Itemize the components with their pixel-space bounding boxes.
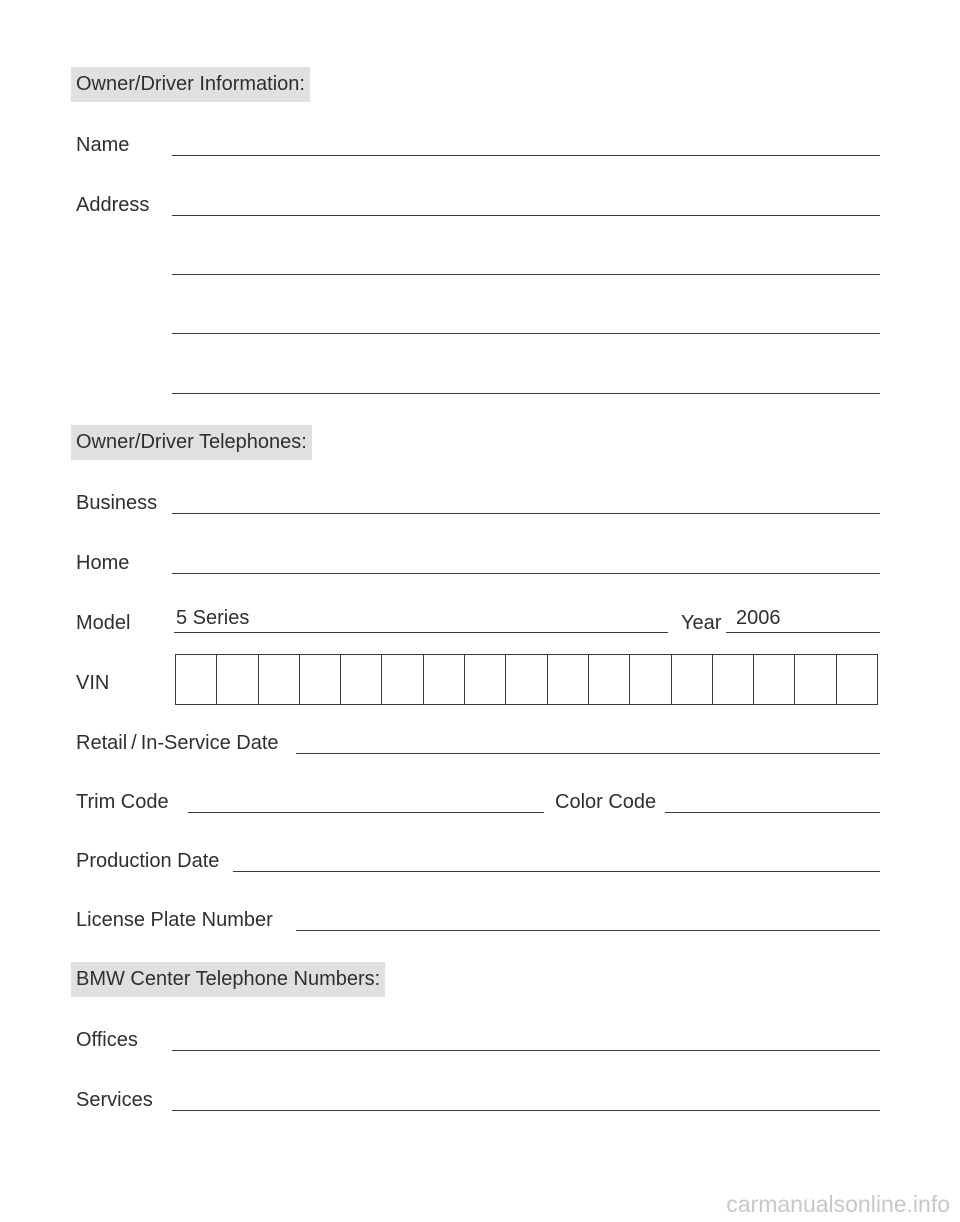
trim-code-input[interactable] <box>190 787 532 810</box>
services-input[interactable] <box>174 1085 854 1108</box>
model-label: Model <box>76 612 131 634</box>
license-plate-input[interactable] <box>298 905 859 928</box>
vin-character-box[interactable] <box>795 655 836 704</box>
production-date-input[interactable] <box>235 846 856 869</box>
retail-date-field[interactable] <box>296 729 880 754</box>
address-input-4[interactable] <box>174 368 854 391</box>
section-header-telephones: Owner/Driver Telephones: <box>71 425 312 460</box>
vin-character-box[interactable] <box>424 655 465 704</box>
services-label: Services <box>76 1089 153 1111</box>
vin-character-box[interactable] <box>754 655 795 704</box>
home-field[interactable] <box>172 549 880 574</box>
retail-date-label: Retail / In-Service Date <box>76 732 279 754</box>
vin-character-box[interactable] <box>630 655 671 704</box>
vin-character-box[interactable] <box>259 655 300 704</box>
services-field[interactable] <box>172 1086 880 1111</box>
color-code-input[interactable] <box>667 787 873 810</box>
license-plate-label: License Plate Number <box>76 909 273 931</box>
trim-code-label: Trim Code <box>76 791 169 813</box>
section-header-center-numbers: BMW Center Telephone Numbers: <box>71 962 385 997</box>
name-field[interactable] <box>172 131 880 156</box>
retail-date-input[interactable] <box>298 728 859 751</box>
address-field-2[interactable] <box>172 250 880 275</box>
license-plate-field[interactable] <box>296 906 880 931</box>
vin-character-box[interactable] <box>672 655 713 704</box>
business-field[interactable] <box>172 489 880 514</box>
trim-code-field[interactable] <box>188 788 544 813</box>
year-label: Year <box>681 612 722 634</box>
vin-boxes[interactable] <box>175 654 878 705</box>
business-input[interactable] <box>174 488 854 511</box>
vin-character-box[interactable] <box>548 655 589 704</box>
address-input-3[interactable] <box>174 308 854 331</box>
name-label: Name <box>76 134 130 156</box>
year-field[interactable] <box>726 608 880 633</box>
year-input[interactable] <box>736 607 884 630</box>
home-label: Home <box>76 552 130 574</box>
production-date-field[interactable] <box>233 847 880 872</box>
color-code-field[interactable] <box>665 788 880 813</box>
model-field[interactable] <box>174 608 668 633</box>
business-label: Business <box>76 492 158 514</box>
vin-character-box[interactable] <box>176 655 217 704</box>
vin-character-box[interactable] <box>589 655 630 704</box>
vin-character-box[interactable] <box>341 655 382 704</box>
address-input-2[interactable] <box>174 249 854 272</box>
address-field-1[interactable] <box>172 191 880 216</box>
section-header-owner-info: Owner/Driver Information: <box>71 67 310 102</box>
address-field-4[interactable] <box>172 369 880 394</box>
address-input-1[interactable] <box>174 190 854 213</box>
vin-character-box[interactable] <box>506 655 547 704</box>
home-input[interactable] <box>174 548 854 571</box>
offices-input[interactable] <box>174 1025 854 1048</box>
vin-label: VIN <box>76 672 110 694</box>
color-code-label: Color Code <box>555 791 657 813</box>
model-input[interactable] <box>176 607 650 630</box>
vin-character-box[interactable] <box>382 655 423 704</box>
vin-character-box[interactable] <box>217 655 258 704</box>
vin-character-box[interactable] <box>300 655 341 704</box>
offices-field[interactable] <box>172 1026 880 1051</box>
address-label: Address <box>76 194 150 216</box>
vin-character-box[interactable] <box>713 655 754 704</box>
address-field-3[interactable] <box>172 309 880 334</box>
offices-label: Offices <box>76 1029 138 1051</box>
production-date-label: Production Date <box>76 850 220 872</box>
watermark: carmanualsonline.info <box>726 1191 950 1217</box>
vin-character-box[interactable] <box>465 655 506 704</box>
vin-character-box[interactable] <box>837 655 877 704</box>
name-input[interactable] <box>174 130 854 153</box>
